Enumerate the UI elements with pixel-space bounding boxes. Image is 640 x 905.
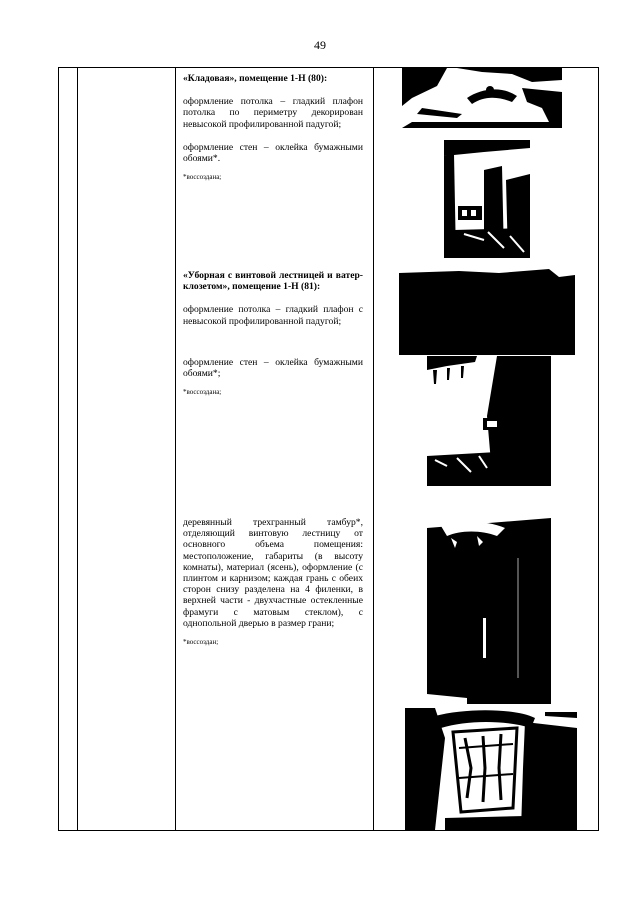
photo-toilet-walls <box>427 356 551 486</box>
toilet-title: «Уборная с винтовой лестницей и ватер-клозетом», помещение 1-Н (81): <box>183 270 363 293</box>
document-table <box>58 67 599 831</box>
tambour-text: деревянный трехгранный тамбур*, отделяющий винтовую лестницу от основного объема помещения: местоположение, габариты (в высоту комнаты), материал (ясень), оформление (с плинтом и карнизом; каждая грань с обеих сторон снизу разделена на 4 филенки, в верхней части - двухчастные остекленные фрамуги с матовым стеклом), с однопольной дверью в размер грани; <box>183 517 363 629</box>
toilet-section <box>183 270 363 397</box>
storeroom-section <box>183 73 363 182</box>
storeroom-walls-text: оформление стен – оклейка бумажными обоями*. <box>183 141 363 165</box>
photo-storeroom-ceiling <box>402 68 562 128</box>
photo-tambour-door <box>427 518 551 704</box>
photo-storeroom-walls <box>444 140 530 258</box>
tambour-section <box>183 517 363 647</box>
photo-tambour-top <box>405 708 577 830</box>
toilet-walls-note: *воссоздана; <box>183 388 222 397</box>
table-column-divider <box>373 68 374 830</box>
table-column-divider <box>77 68 78 830</box>
storeroom-title: «Кладовая», помещение 1-Н (80): <box>183 73 328 84</box>
tambour-note: *воссоздан; <box>183 638 219 647</box>
table-column-divider <box>175 68 176 830</box>
toilet-walls-text: оформление стен – оклейка бумажными обоями*; <box>183 356 363 380</box>
photo-toilet-ceiling <box>399 269 575 355</box>
storeroom-note: *воссоздана; <box>183 173 222 182</box>
toilet-ceiling-text: оформление потолка – гладкий плафон с невысокой профилированной падугой; <box>183 304 363 327</box>
page-number: 49 <box>314 38 326 52</box>
storeroom-ceiling-text: оформление потолка – гладкий плафон потолка по периметру декорирован невысокой профилированной падугой; <box>183 96 363 130</box>
